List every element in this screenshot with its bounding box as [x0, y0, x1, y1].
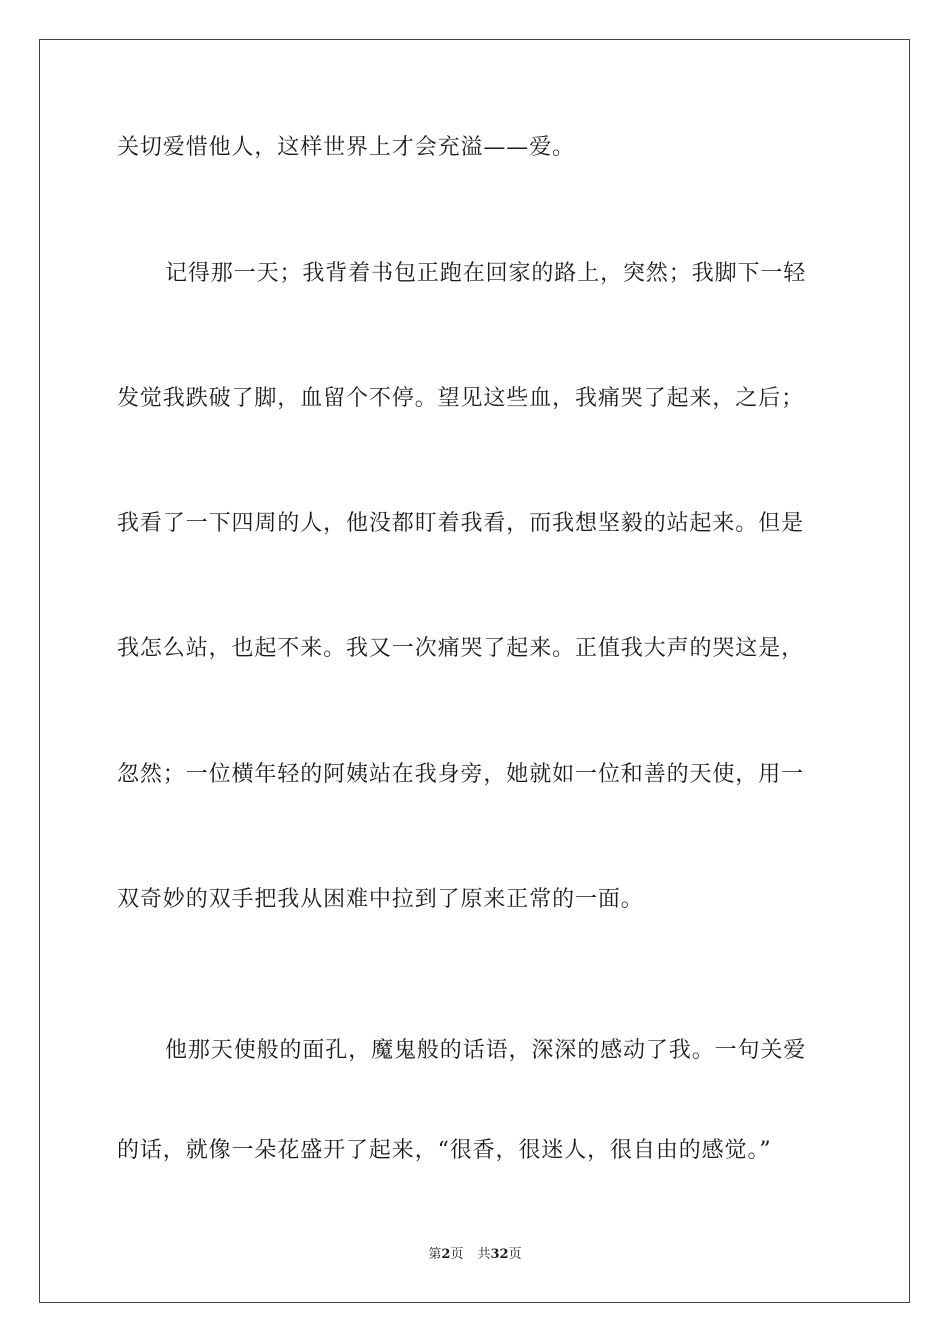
total-prefix: 共 [477, 1247, 491, 1262]
total-pages: 32 [490, 1247, 509, 1262]
text-line: 的话，就像一朵花盛开了起来，“很香，很迷人，很自由的感觉。” [117, 1138, 772, 1163]
total-suffix: 页 [508, 1247, 522, 1262]
text-line: 我看了一下四周的人，他没都盯着我看，而我想坚毅的站起来。但是 [117, 511, 805, 536]
paragraph-first-line: 记得那一天；我背着书包正跑在回家的路上，突然；我脚下一轻 [165, 261, 807, 286]
text-line: 我怎么站，也起不来。我又一次痛哭了起来。正值我大声的哭这是， [117, 636, 805, 661]
paragraph-first-line: 他那天使般的面孔，魔鬼般的话语，深深的感动了我。一句关爱 [165, 1038, 807, 1063]
page-suffix: 页 [450, 1247, 464, 1262]
page-border [39, 39, 910, 1303]
text-line: 发觉我跌破了脚，血留个不停。望见这些血，我痛哭了起来，之后； [117, 386, 805, 411]
page-number: 2 [441, 1247, 451, 1262]
text-line: 关切爱惜他人，这样世界上才会充溢——爱。 [117, 135, 576, 160]
page-footer [0, 1246, 950, 1264]
text-line: 忽然；一位横年轻的阿姨站在我身旁，她就如一位和善的天使，用一 [117, 762, 805, 787]
text-line: 双奇妙的双手把我从困难中拉到了原来正常的一面。 [117, 887, 644, 912]
page-prefix: 第 [428, 1247, 442, 1262]
